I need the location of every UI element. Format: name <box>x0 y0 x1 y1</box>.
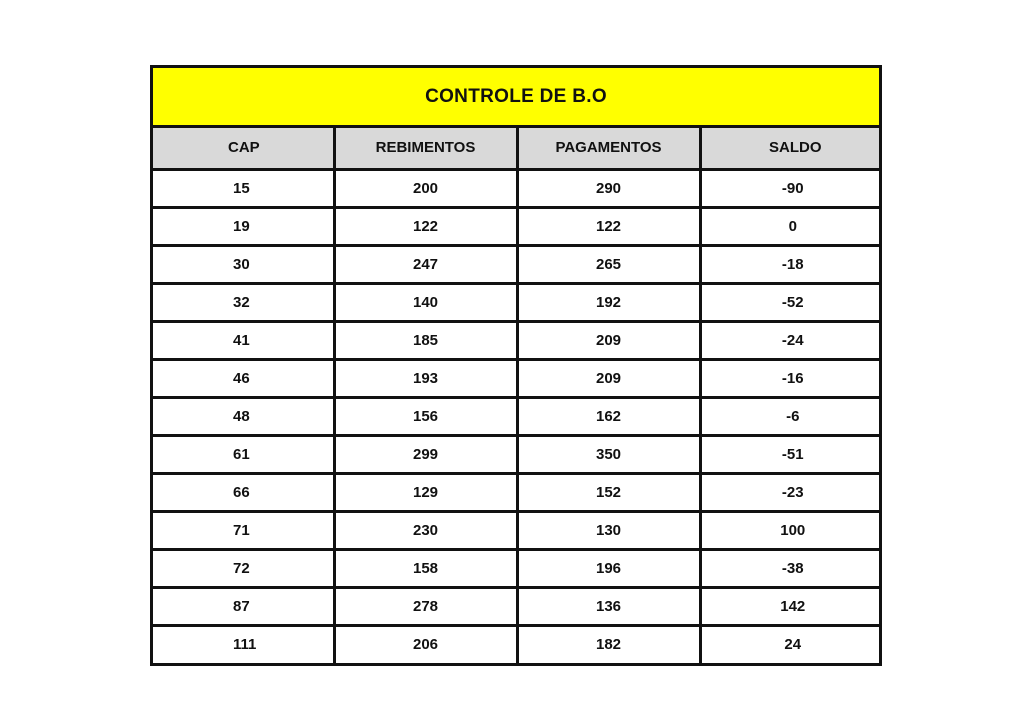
table-row <box>153 321 879 359</box>
table-row <box>153 435 879 473</box>
pagamentos-cell: 265 <box>517 245 700 283</box>
cap-cell: 61 <box>153 435 334 473</box>
cap-cell: 19 <box>153 207 334 245</box>
saldo-cell: -6 <box>700 397 879 435</box>
saldo-cell: 0 <box>700 207 879 245</box>
rebimentos-cell: 200 <box>334 169 517 207</box>
rebimentos-cell: 230 <box>334 511 517 549</box>
cap-cell: 66 <box>153 473 334 511</box>
cap-cell: 30 <box>153 245 334 283</box>
pagamentos-cell: 192 <box>517 283 700 321</box>
rebimentos-cell: 299 <box>334 435 517 473</box>
table-row <box>153 245 879 283</box>
table-row <box>153 207 879 245</box>
table-title: CONTROLE DE B.O <box>153 68 879 128</box>
cap-cell: 32 <box>153 283 334 321</box>
cap-cell: 71 <box>153 511 334 549</box>
pagamentos-cell: 136 <box>517 587 700 625</box>
pagamentos-cell: 350 <box>517 435 700 473</box>
column-header-pagamentos: PAGAMENTOS <box>517 128 700 169</box>
column-header-saldo: SALDO <box>700 128 879 169</box>
cap-cell: 87 <box>153 587 334 625</box>
table-row <box>153 359 879 397</box>
table-row <box>153 397 879 435</box>
table-row <box>153 473 879 511</box>
rebimentos-cell: 158 <box>334 549 517 587</box>
saldo-cell: -24 <box>700 321 879 359</box>
pagamentos-cell: 130 <box>517 511 700 549</box>
pagamentos-cell: 182 <box>517 625 700 663</box>
rebimentos-cell: 247 <box>334 245 517 283</box>
spreadsheet-table <box>150 65 882 666</box>
cap-cell: 41 <box>153 321 334 359</box>
pagamentos-cell: 290 <box>517 169 700 207</box>
table-row <box>153 587 879 625</box>
pagamentos-cell: 209 <box>517 321 700 359</box>
rebimentos-cell: 129 <box>334 473 517 511</box>
rebimentos-cell: 193 <box>334 359 517 397</box>
cap-cell: 46 <box>153 359 334 397</box>
rebimentos-cell: 206 <box>334 625 517 663</box>
column-header-cap: CAP <box>153 128 334 169</box>
table-row <box>153 549 879 587</box>
data-grid <box>153 128 879 663</box>
header-row <box>153 128 879 169</box>
pagamentos-cell: 196 <box>517 549 700 587</box>
saldo-cell: -38 <box>700 549 879 587</box>
saldo-cell: -23 <box>700 473 879 511</box>
pagamentos-cell: 152 <box>517 473 700 511</box>
rebimentos-cell: 185 <box>334 321 517 359</box>
table-row <box>153 511 879 549</box>
table-row <box>153 625 879 663</box>
saldo-cell: 24 <box>784 636 802 654</box>
rebimentos-cell: 278 <box>334 587 517 625</box>
saldo-cell: -51 <box>700 435 879 473</box>
cap-cell: 48 <box>153 397 334 435</box>
pagamentos-cell: 162 <box>517 397 700 435</box>
table-row <box>153 169 879 207</box>
cap-cell: 111 <box>153 625 334 663</box>
saldo-cell: -52 <box>700 283 879 321</box>
rebimentos-cell: 140 <box>334 283 517 321</box>
saldo-cell: -18 <box>700 245 879 283</box>
table-body <box>153 169 879 663</box>
saldo-cell: -16 <box>700 359 879 397</box>
rebimentos-cell: 156 <box>334 397 517 435</box>
pagamentos-cell: 209 <box>517 359 700 397</box>
rebimentos-cell: 122 <box>334 207 517 245</box>
cap-cell: 15 <box>153 169 334 207</box>
saldo-cell: -90 <box>700 169 879 207</box>
column-header-rebimentos: REBIMENTOS <box>334 128 517 169</box>
table-row <box>153 283 879 321</box>
pagamentos-cell: 122 <box>517 207 700 245</box>
cap-cell: 72 <box>153 549 334 587</box>
saldo-cell: 100 <box>700 511 879 549</box>
saldo-cell: 142 <box>700 587 879 625</box>
